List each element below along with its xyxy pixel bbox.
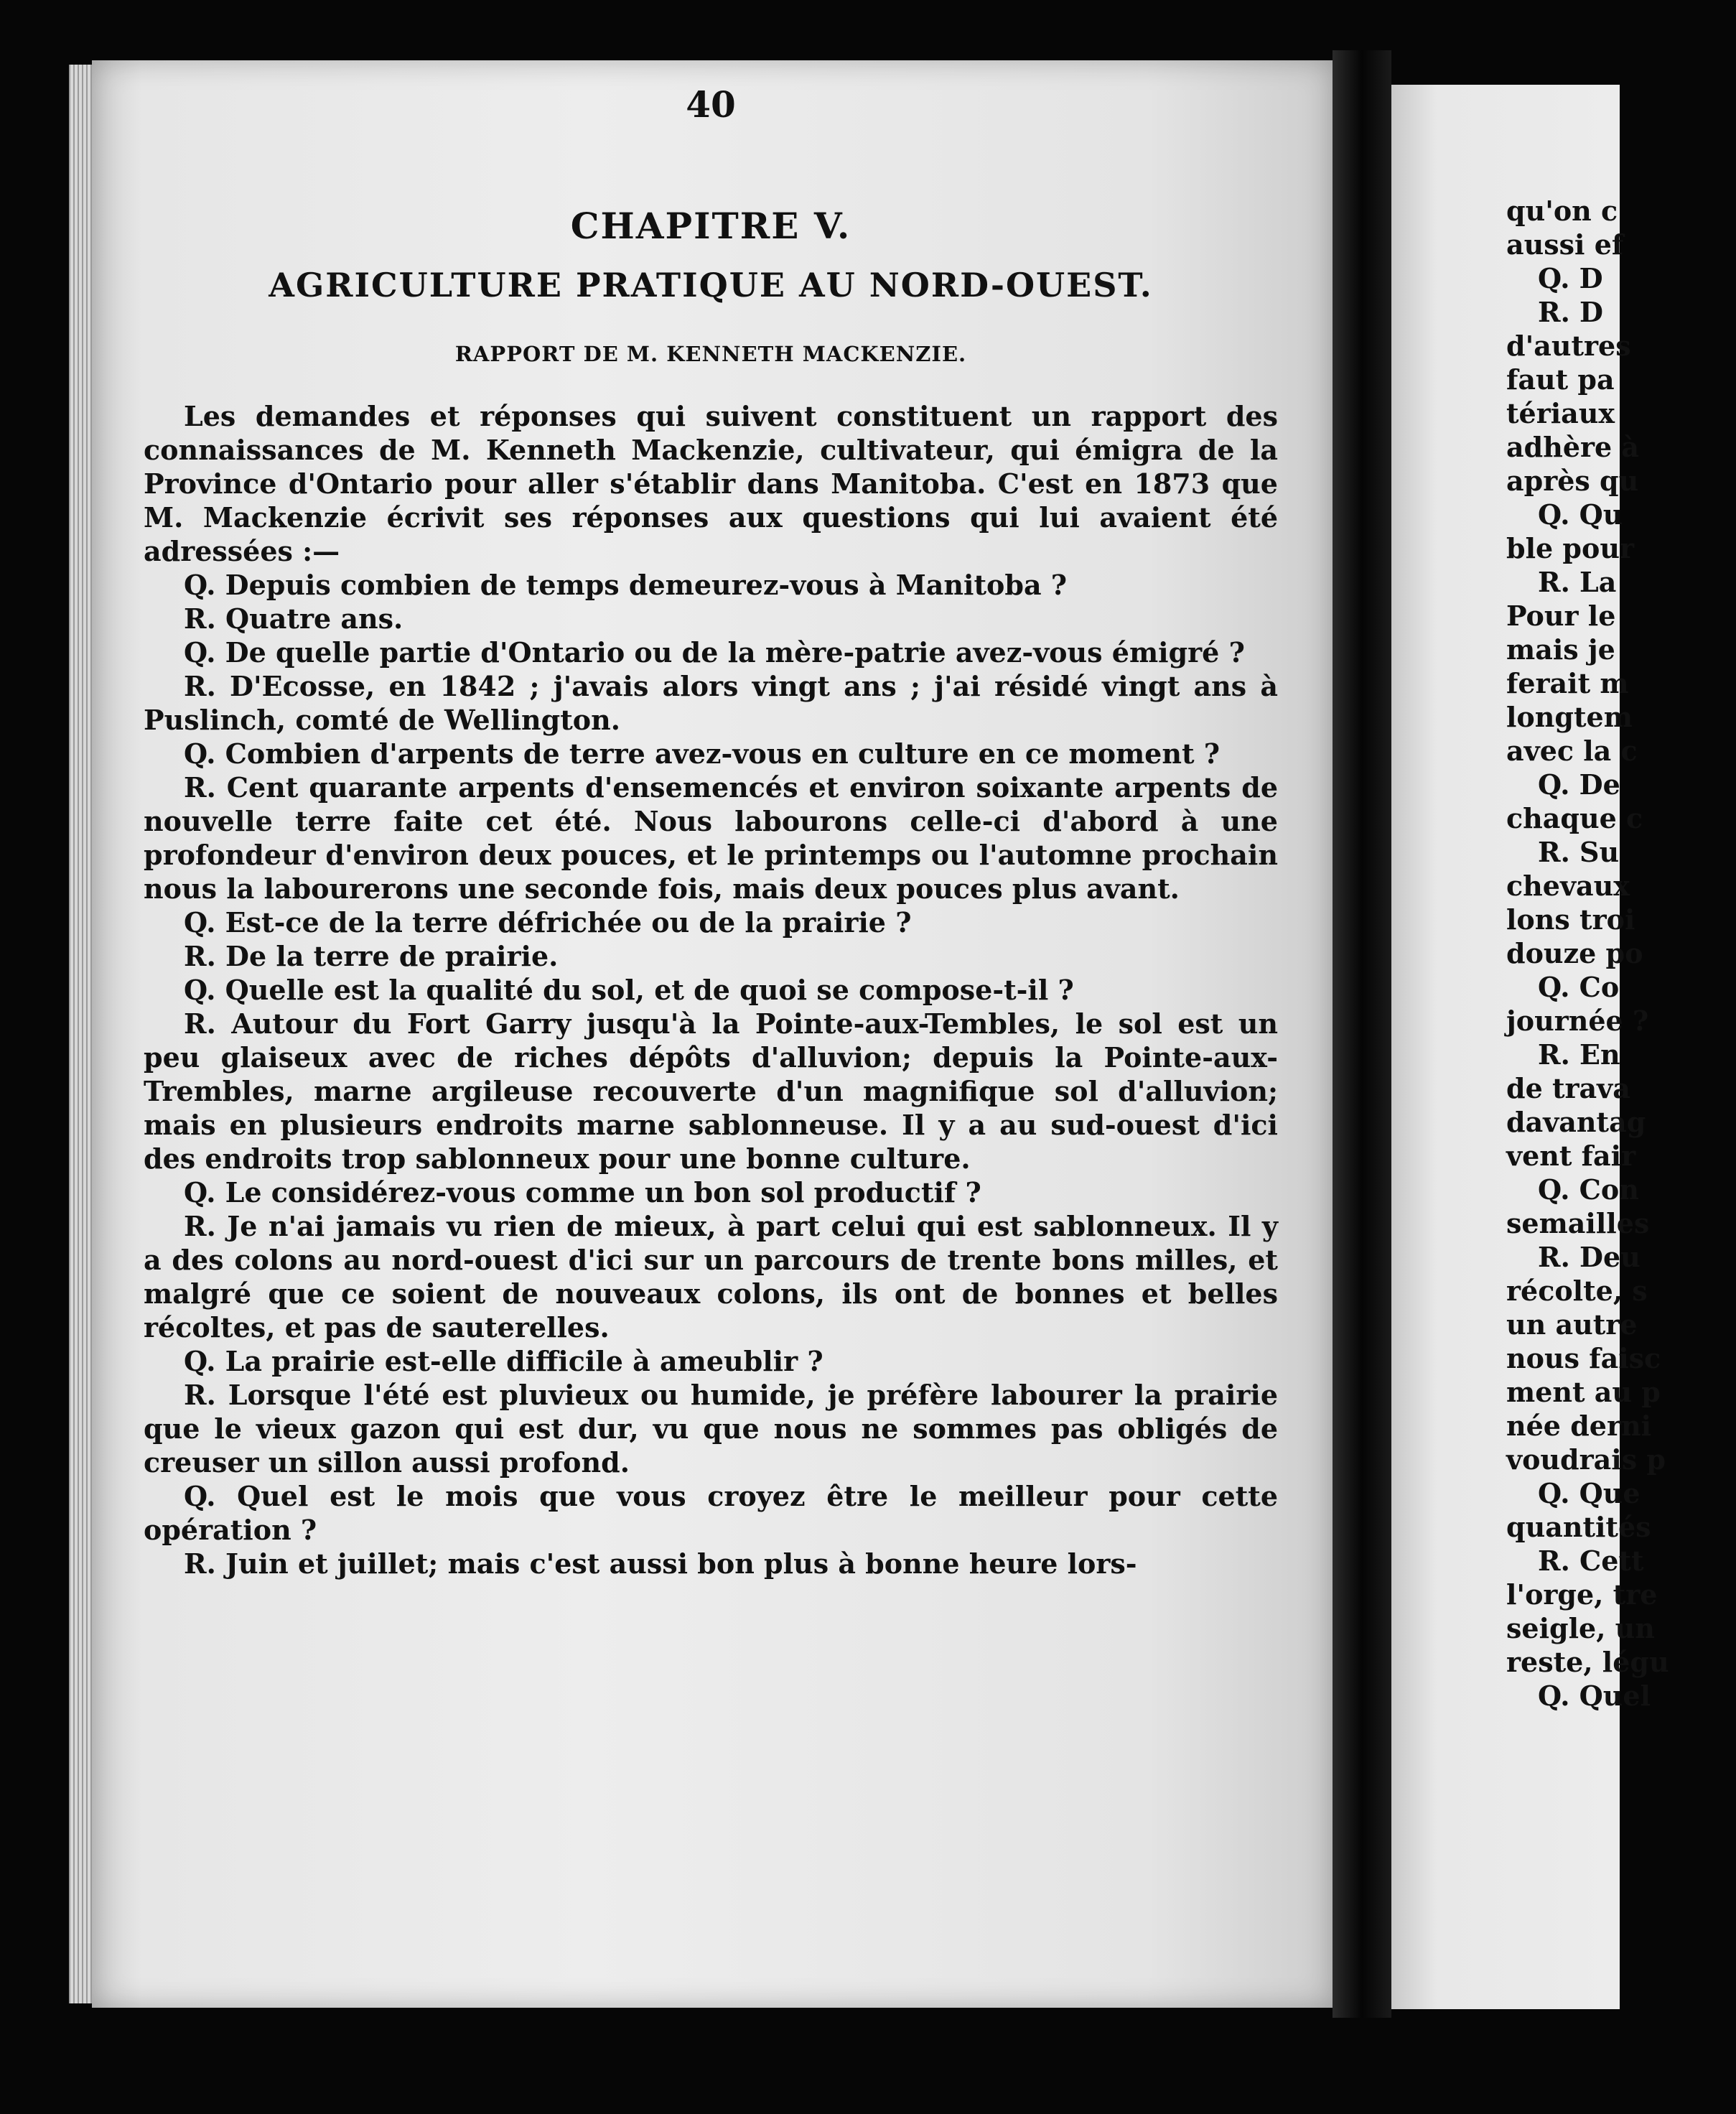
right-page-line: seigle, un <box>1506 1612 1655 1644</box>
right-page-line: nous faisc <box>1506 1342 1661 1374</box>
right-page-line: tériaux <box>1506 397 1615 429</box>
right-page-line: Q. Quel <box>1538 1680 1651 1712</box>
right-page-line: Q. Co <box>1538 971 1620 1003</box>
right-page-line: douze po <box>1506 937 1643 969</box>
right-page-line: vent fair <box>1506 1140 1636 1172</box>
left-page-text <box>144 83 1278 1580</box>
right-page-line: adhère à <box>1506 431 1640 463</box>
right-page-line: de trava <box>1506 1072 1630 1104</box>
right-page-line: Q. D <box>1538 262 1603 294</box>
paragraph: Les demandes et réponses qui suivent constituent un rapport des connaissances de M. Kenneth Mackenzie, cultivateur, qui émigra de la Province d'Ontario pour aller s'établir dans Manitoba. C'est en 1873 que M. Mackenzie écrivit ses réponses aux questions qui lui avaient été adressées :— <box>144 400 1278 567</box>
right-page-line: avec la c <box>1506 735 1638 767</box>
right-page-line: R. Deu <box>1538 1241 1641 1273</box>
right-page-line: davantag <box>1506 1106 1646 1138</box>
right-page-line: chevaux <box>1506 870 1630 902</box>
right-page-line: née derni <box>1506 1410 1652 1442</box>
right-page-line: quantités <box>1506 1511 1651 1543</box>
paragraph: Q. Quel est le mois que vous croyez être le meilleur pour cette opération ? <box>144 1480 1278 1546</box>
right-page-line: l'orge, tre <box>1506 1578 1658 1611</box>
right-page-line: lons troi <box>1506 903 1635 936</box>
right-page-text <box>1506 194 1736 1713</box>
paragraph: Q. De quelle partie d'Ontario ou de la mère-patrie avez-vous émigré ? <box>184 636 1245 669</box>
right-page-line: reste, légu <box>1506 1646 1669 1678</box>
right-page-line: récolte, s <box>1506 1275 1648 1307</box>
right-page-line: journée ? <box>1506 1005 1649 1037</box>
right-page-line: un autre <box>1506 1308 1638 1341</box>
right-page-line: Pour le <box>1506 600 1616 632</box>
paragraph: R. De la terre de prairie. <box>184 940 559 972</box>
chapter-heading: CHAPITRE V. <box>570 205 851 247</box>
paragraph: Q. Quelle est la qualité du sol, et de quoi se compose-t-il ? <box>184 974 1074 1006</box>
paragraph: R. Autour du Fort Garry jusqu'à la Pointe-aux-Tembles, le sol est un peu glaiseux avec de riches dépôts d'alluvion; depuis la Pointe-aux-Trembles, marne argileuse recouverte d'un magnifique sol d'alluvion; mais en plusieurs endroits marne sablonneuse. Il y a au sud-ouest d'ici des endroits trop sablonneux pour une bonne culture. <box>144 1007 1278 1175</box>
right-page-line: après qu <box>1506 465 1639 497</box>
right-page-line: Q. Que <box>1538 1477 1641 1509</box>
paragraph: R. Quatre ans. <box>184 602 403 635</box>
right-page-line: Q. Qu <box>1538 498 1623 531</box>
right-page-line: R. D <box>1538 296 1603 328</box>
right-page-line: aussi ef <box>1506 228 1624 261</box>
paragraph: Q. Le considérez-vous comme un bon sol productif ? <box>184 1176 981 1209</box>
paragraph: Q. Est-ce de la terre défrichée ou de la prairie ? <box>184 906 912 939</box>
paragraph: Q. La prairie est-elle difficile à ameublir ? <box>184 1345 823 1377</box>
right-page-line: mais je <box>1506 633 1615 666</box>
paragraph: R. Lorsque l'été est pluvieux ou humide, je préfère labourer la prairie que le vieux gazon qui est dur, vu que nous ne sommes pas obligés de creuser un sillon aussi profond. <box>144 1379 1278 1479</box>
right-page-line: voudrais p <box>1506 1443 1666 1476</box>
report-heading: RAPPORT DE M. KENNETH MACKENZIE. <box>454 342 967 366</box>
right-page-line: semailles <box>1506 1207 1650 1239</box>
right-page-line: qu'on c <box>1506 195 1618 227</box>
right-page-line: chaque c <box>1506 802 1643 834</box>
right-page-line: d'autres <box>1506 330 1631 362</box>
page-number: 40 <box>686 83 736 126</box>
right-page-line: R. En <box>1538 1038 1620 1071</box>
right-page-line: faut pa <box>1506 363 1615 396</box>
book-gutter <box>1333 50 1391 2018</box>
paragraph: R. D'Ecosse, en 1842 ; j'avais alors vingt ans ; j'ai résidé vingt ans à Puslinch, comté de Wellington. <box>144 670 1278 736</box>
right-page-line: ment au p <box>1506 1376 1661 1408</box>
section-heading: AGRICULTURE PRATIQUE AU NORD-OUEST. <box>269 266 1153 304</box>
right-page-line: Q. De <box>1538 768 1620 801</box>
right-page-line: R. Su <box>1538 836 1620 868</box>
right-page-line: Q. Con <box>1538 1173 1639 1206</box>
right-page-line: longtem <box>1506 701 1633 733</box>
paragraph: Q. Depuis combien de temps demeurez-vous à Manitoba ? <box>184 569 1068 601</box>
right-page-line: ble pour <box>1506 532 1634 564</box>
right-page-line: R. Cett <box>1538 1545 1644 1577</box>
right-page-line: R. La <box>1538 566 1617 598</box>
paragraph: R. Cent quarante arpents d'ensemencés et environ soixante arpents de nouvelle terre faite cet été. Nous labourons celle-ci d'abord à une profondeur d'environ deux pouces, et le printemps ou l'automne prochain nous la labourerons une seconde fois, mais deux pouces plus avant. <box>144 771 1278 905</box>
paragraph: Q. Combien d'arpents de terre avez-vous en culture en ce moment ? <box>184 737 1220 770</box>
paragraph: R. Juin et juillet; mais c'est aussi bon plus à bonne heure lors- <box>184 1547 1137 1580</box>
paragraph: R. Je n'ai jamais vu rien de mieux, à part celui qui est sablonneux. Il y a des colons au nord-ouest d'ici sur un parcours de trente bons milles, et malgré que ce soient de nouveaux colons, ils ont de bonnes et belles récoltes, et pas de sauterelles. <box>144 1210 1278 1344</box>
right-page-line: ferait m <box>1506 667 1629 699</box>
right-page <box>1391 85 1669 2009</box>
